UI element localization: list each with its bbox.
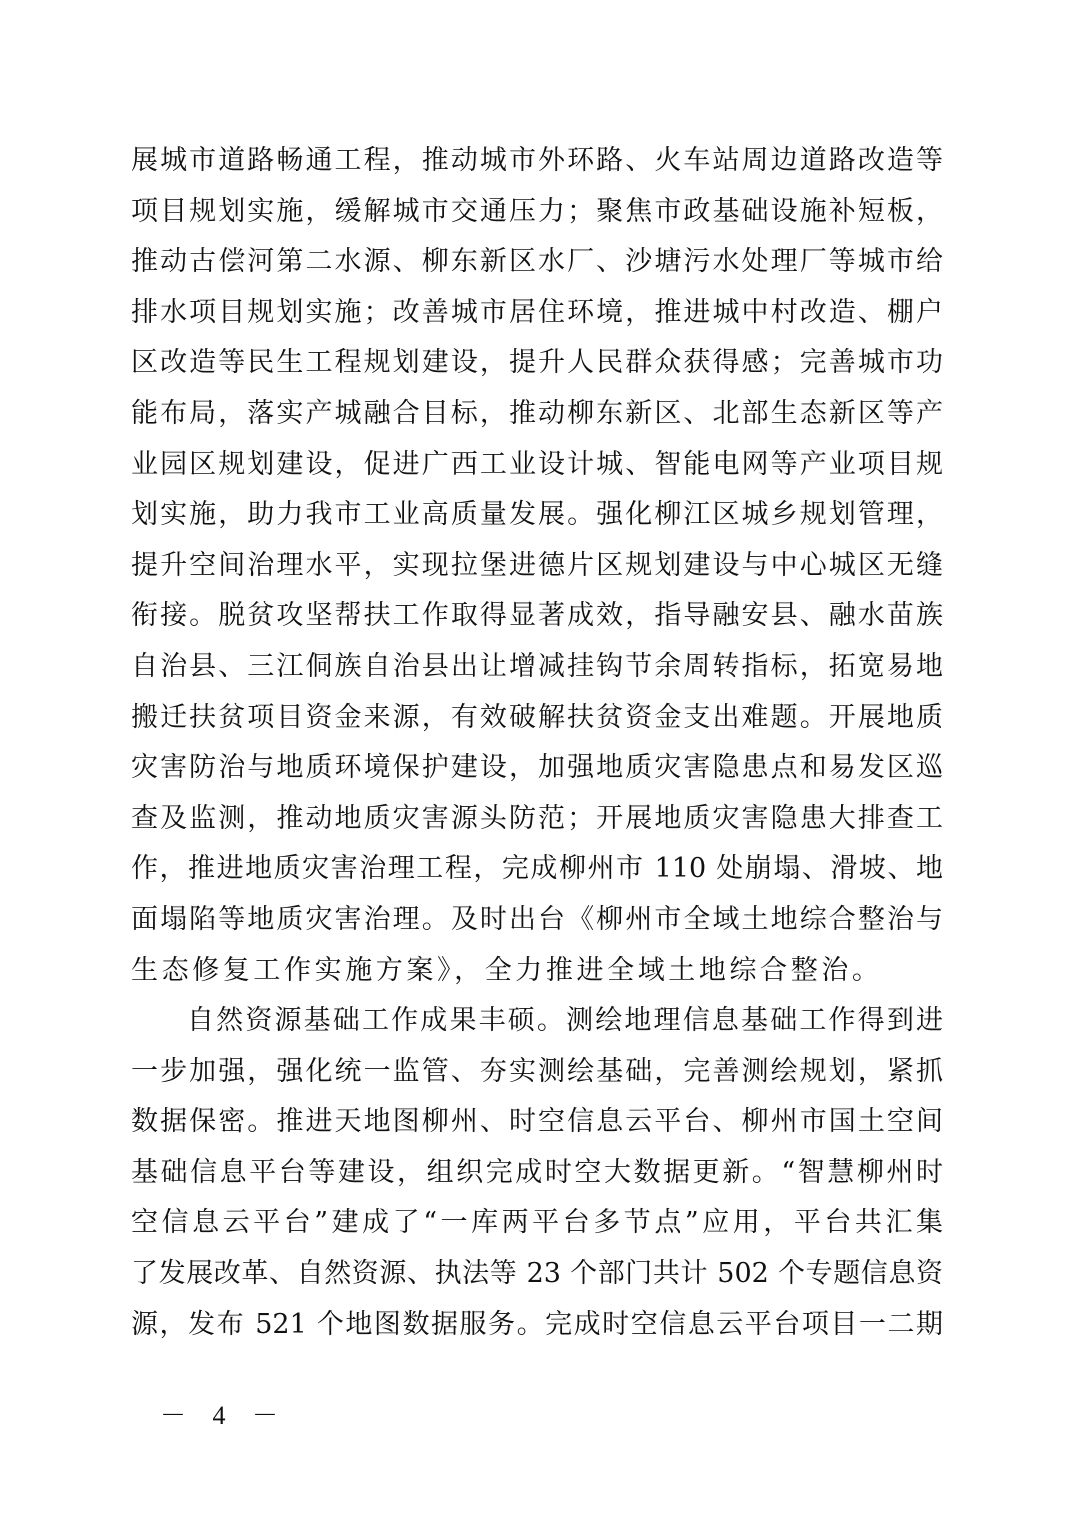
text-line: 衔接。脱贫攻坚帮扶工作取得显著成效，指导融安县、融水苗族: [131, 600, 943, 632]
document-body: [131, 136, 943, 1350]
text-line: 空信息云平台”建成了“一库两平台多节点”应用，平台共汇集: [131, 1207, 943, 1239]
text-line: 自然资源基础工作成果丰硕。测绘地理信息基础工作得到进: [187, 1005, 943, 1037]
text-line: 项目规划实施，缓解城市交通压力；聚焦市政基础设施补短板，: [131, 195, 943, 227]
text-line: 能布局，落实产城融合目标，推动柳东新区、北部生态新区等产: [131, 397, 943, 429]
text-line: 了发展改革、自然资源、执法等 23 个部门共计 502 个专题信息资: [131, 1258, 943, 1290]
text-line: 提升空间治理水平，实现拉堡进德片区规划建设与中心城区无缝: [131, 549, 943, 581]
text-line: 生态修复工作实施方案》，全力推进全域土地综合整治。: [131, 954, 883, 986]
text-line: 数据保密。推进天地图柳州、时空信息云平台、柳州市国土空间: [131, 1106, 943, 1138]
text-line: 展城市道路畅通工程，推动城市外环路、火车站周边道路改造等: [131, 145, 943, 176]
text-line: 排水项目规划实施；改善城市居住环境，推进城中村改造、棚户: [131, 296, 943, 328]
text-line: 基础信息平台等建设，组织完成时空大数据更新。“智慧柳州时: [131, 1156, 943, 1188]
text-line: 搬迁扶贫项目资金来源，有效破解扶贫资金支出难题。开展地质: [131, 701, 943, 733]
paragraph-2: [131, 996, 943, 1350]
text-line: 面塌陷等地质灾害治理。及时出台《柳州市全域土地综合整治与: [131, 903, 943, 935]
text-line: 灾害防治与地质环境保护建设，加强地质灾害隐患点和易发区巡: [131, 752, 943, 784]
paragraph-1: [131, 136, 943, 996]
text-line: 推动古偿河第二水源、柳东新区水厂、沙塘污水处理厂等城市给: [131, 246, 943, 278]
text-line: 源，发布 521 个地图数据服务。完成时空信息云平台项目一二期: [131, 1308, 943, 1340]
text-line: 业园区规划建设，促进广西工业设计城、智能电网等产业项目规: [131, 448, 943, 480]
page-number: － 4 －: [160, 1401, 289, 1430]
text-line: 自治县、三江侗族自治县出让增减挂钩节余周转指标，拓宽易地: [131, 650, 943, 682]
text-line: 作，推进地质灾害治理工程，完成柳州市 110 处崩塌、滑坡、地: [131, 853, 943, 885]
text-line: 划实施，助力我市工业高质量发展。强化柳江区城乡规划管理，: [131, 499, 943, 531]
text-line: 一步加强，强化统一监管、夯实测绘基础，完善测绘规划，紧抓: [131, 1055, 943, 1087]
text-line: 查及监测，推动地质灾害源头防范；开展地质灾害隐患大排查工: [131, 802, 943, 834]
text-line: 区改造等民生工程规划建设，提升人民群众获得感；完善城市功: [131, 347, 943, 379]
